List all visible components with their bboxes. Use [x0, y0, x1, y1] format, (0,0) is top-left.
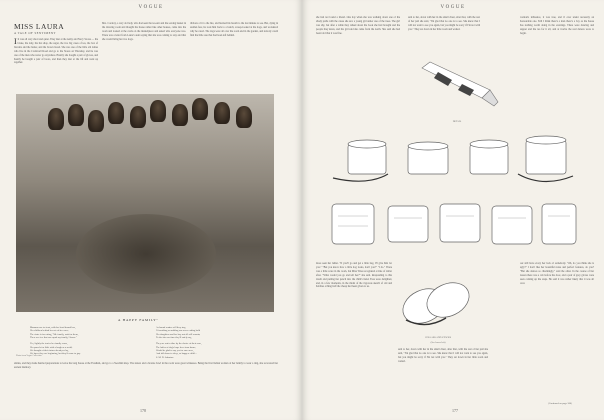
figure-caption-top: DETAIL	[452, 120, 462, 123]
poem-right: As hound scatter will they stay, Of soothing or ambling our never ending hold Her daughters and her boy not all will remain; To the fair one time they'll safely say, They are out to dine by the choice of their own, The ladies of dog's hope here from home; Would be glad to say yes for sure once, And fall down to sleep, so happy a child— S. M. D. Johnston	[156, 326, 202, 359]
drop-cap: I	[14, 38, 17, 46]
ribbon-illustration	[412, 58, 502, 118]
photo-credit: Photo from Vogue Collection	[16, 355, 42, 357]
column-two: said to her, down with her in the small chest, after that, with the rest of her pail she said, "I'm glad that no one is to see. She knew that I will not want to see you again, but you might be sorry if I'm not with you." They sat down in her little room and waited.	[408, 16, 480, 31]
right-page	[302, 0, 604, 420]
column-two: Mrs. Cordery, a very old lady, who had seen the tea-urn and the sewing basket in the drawing room and thought the house rather like other houses, came into the room and looked at the cards on the mantelpiece and asked who everyone was. There was a letter from Laura's aunt saying that she was coming to stay and that she would bring her two dogs.	[102, 22, 186, 41]
running-head: VOGUE	[138, 5, 164, 10]
lower-column-two: said to her, down with her in the small chest, after that, with the rest of her pail she said, "I'm glad that no one is to see. She knew that I will not want to see you again, but you might be sorry if I'm not with you." They sat down in her little room and waited.	[398, 348, 488, 363]
page-number: 177	[452, 408, 458, 413]
figure-caption-collars: COLLARS AND STOCKS	[424, 336, 452, 339]
dog-figure	[192, 98, 208, 120]
running-head: VOGUE	[440, 5, 466, 10]
dog-figure	[130, 106, 146, 128]
column-one: she had not found a friend. One day when she was walking down one of the shady paths with the cause she saw a young girl under one of the trees. The girl was shy, but after a while they talked about the book she had brought and the people they knew, and the girl said she came from the north. She said she had been told that it was fine.	[316, 16, 400, 35]
column-three: woman's influence, it was true, and if ever under necessity an honourable one. Still I think there's a man there's a boy as the house has nothing worth doing in the evenings. There were dancing and supper and the tea for it all, and at twelve the real dances were to begin.	[520, 16, 594, 35]
bottom-text: smiles, and they made hurried preparations to leave the long house at the Fareham, and go to a Swedish shop. The sisters and a bronze bowl in the room were great witnesses. Being the first Indian woman of her family to wear a ring, she recovered her earnest memory.	[14, 362, 278, 369]
dog-figure	[236, 106, 252, 128]
dog-figure	[88, 110, 104, 132]
collars-illustration	[328, 130, 578, 194]
poem-left: Mamma rose to feast, with her head bound low, Her children behind her set off in a row; The sister is for eating, "Mr. family, wait for them, There are few that can equal my family, I know." Yes, lightly the terrier her family cross, Her parcels for little with a laugh as a scold; We thought of their future ahead per lay, We knew they are beginning, but they'd come to gay.	[30, 326, 81, 356]
lower-column-three: our still have every her lack of somebody. "Oh, do you think she is ugly?" I don't like her beautiful noise and perfect features, do you? "But she dances so charmingly," said the other. In the course of her lesson there was a cab before the door, and a pair of grey gloves were seen coming up the steps. He said it was rather likely that it was all over.	[520, 262, 594, 285]
dog-figure	[48, 108, 64, 130]
dog-figure	[172, 104, 188, 126]
intro-text: It was all very short and quiet. They met at the Army and Navy Stores — the bloke, the lady, the hat shop, the sugar, the two big cases of tea, the box of biscuits and the butter, and the brown bread. She was one of the little old ladies who live in the Cromwell Road and go to the Stores on Thursday, and he was one of the men who never go anywhere. Hastily she bought a pair of gloves, and hastily he bought a pair of boots, and then they met at the lift and went up together.	[14, 38, 98, 65]
dog-figure	[68, 104, 84, 126]
page-number: 178	[140, 408, 146, 413]
photo-shadow	[76, 214, 216, 294]
photo-dogs	[16, 94, 274, 312]
stocks-illustration	[322, 194, 582, 262]
dog-figure	[214, 102, 230, 124]
poem-caption: A HAPPY FAMILY"	[118, 318, 159, 322]
dog-figure	[108, 102, 124, 124]
lower-column-one: more seen her father. "If you'll go and get a little bag, I'll give him for you." "But you know how a little dog looks, don't you?" "I do." There was a little scare in the room, but Miss Wise recognized a time of dollar after. "What would you go and tell her?" she said. Responding to this doubt and putting her pencil into the child's hand. Fees were delighted, and, in a few moments, in the midst of the vigorous sketch of old and hobbies a thing half the cheap had been given to us.	[316, 262, 392, 289]
dog-figure	[150, 100, 166, 122]
cuffs-illustration	[396, 270, 476, 336]
article-title: MISS LAURA	[14, 22, 65, 31]
figure-caption-note: (See lower left)	[430, 341, 446, 344]
article-subtitle: A TALE OF SENTIMENT	[14, 31, 56, 35]
intro-column	[14, 38, 98, 92]
column-three: ribbons of it to the fire, and hurried his breath to the last minute to see. But, dying in sudden fear, he took him back to a bench, sweep-looked at the dogs, and wondered why he cared. The dogs were all over the room and in the garden, and nobody could find the little one that had been left behind.	[190, 22, 278, 37]
continued-note: (Continued on page 300)	[548, 402, 572, 405]
